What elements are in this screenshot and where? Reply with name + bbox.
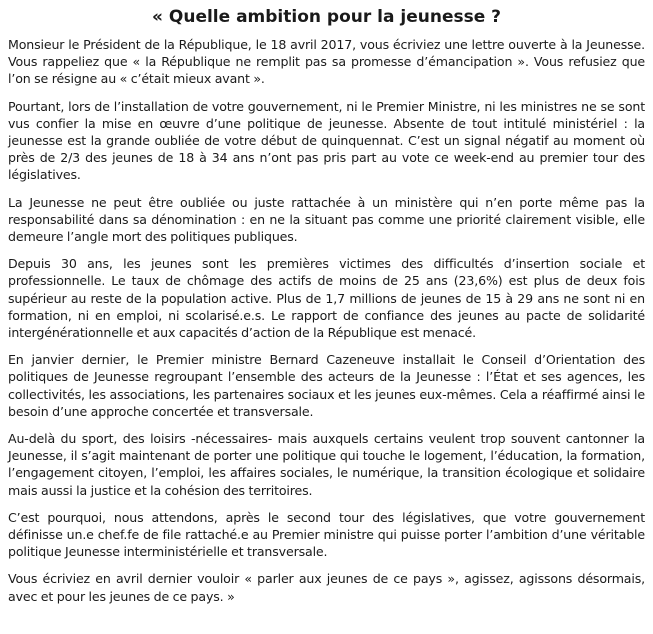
paragraph-8: Vous écriviez en avril dernier vouloir « parler aux jeunes de ce pays », agissez, agissons désormais, avec et pour les jeunes de ce pays. » (8, 571, 645, 604)
paragraph-7: C’est pourquoi, nous attendons, après le second tour des législatives, que votre gouvernement définisse un.e chef.fe de file rattaché.e au Premier ministre qui puisse porter l’ambition d’une véritable politique Jeunesse interministérielle et transversale. (8, 509, 645, 560)
paragraph-4: Depuis 30 ans, les jeunes sont les premières victimes des difficultés d’insertion sociale et professionnelle. Le taux de chômage des actifs de moins de 25 ans (23,6%) est plus de deux fois supérieur au reste de la population active. Plus de 1,7 millions de jeunes de 15 à 29 ans ne sont ni en formation, ni en emploi, ni scolarisé.e.s. Le rapport de confiance des jeunes au pacte de solidarité intergénérationnelle et aux capacités d’action de la République est menacé. (8, 256, 645, 341)
paragraph-5: En janvier dernier, le Premier ministre Bernard Cazeneuve installait le Conseil d’Orientation des politiques de Jeunesse regroupant l’ensemble des acteurs de la Jeunesse : l’État et ses agences, les collectivités, les associations, les partenaires sociaux et les jeunes eux-mêmes. Cela a réaffirmé ainsi le besoin d’une approche concertée et transversale. (8, 352, 645, 419)
paragraph-2: Pourtant, lors de l’installation de votre gouvernement, ni le Premier Ministre, ni les ministres ne se sont vus confier la mise en œuvre d’une politique de jeunesse. Absente de tout intitulé ministériel : la jeunesse est la grande oubliée de votre début de quinquennat. C’est un signal négatif au moment où près de 2/3 des jeunes de 18 à 34 ans n’ont pas pris part au vote ce week-end au premier tour des législatives. (8, 98, 645, 183)
document-title: « Quelle ambition pour la jeunesse ? (151, 7, 502, 27)
paragraph-1: Monsieur le Président de la République, le 18 avril 2017, vous écriviez une lettre ouverte à la Jeunesse. Vous rappeliez que « la République ne remplit pas sa promesse d’émancipation ». Vous refusiez que l’on se résigne au « c’était mieux avant ». (8, 37, 645, 87)
paragraph-6: Au-delà du sport, des loisirs -nécessaires- mais auxquels certains veulent trop souvent cantonner la Jeunesse, il s’agit maintenant de porter une politique qui touche le logement, l’éducation, la formation, l’engagement citoyen, l’emploi, les affaires sociales, le numérique, la transition écologique et solidaire mais aussi la justice et la cohésion des territoires. (8, 431, 645, 498)
document-page (8, 6, 645, 615)
paragraph-3: La Jeunesse ne peut être oubliée ou juste rattachée à un ministère qui n’en porte même pas la responsabilité dans sa dénomination : en ne la situant pas comme une priorité clairement visible, elle demeure l’angle mort des politiques publiques. (8, 194, 645, 245)
